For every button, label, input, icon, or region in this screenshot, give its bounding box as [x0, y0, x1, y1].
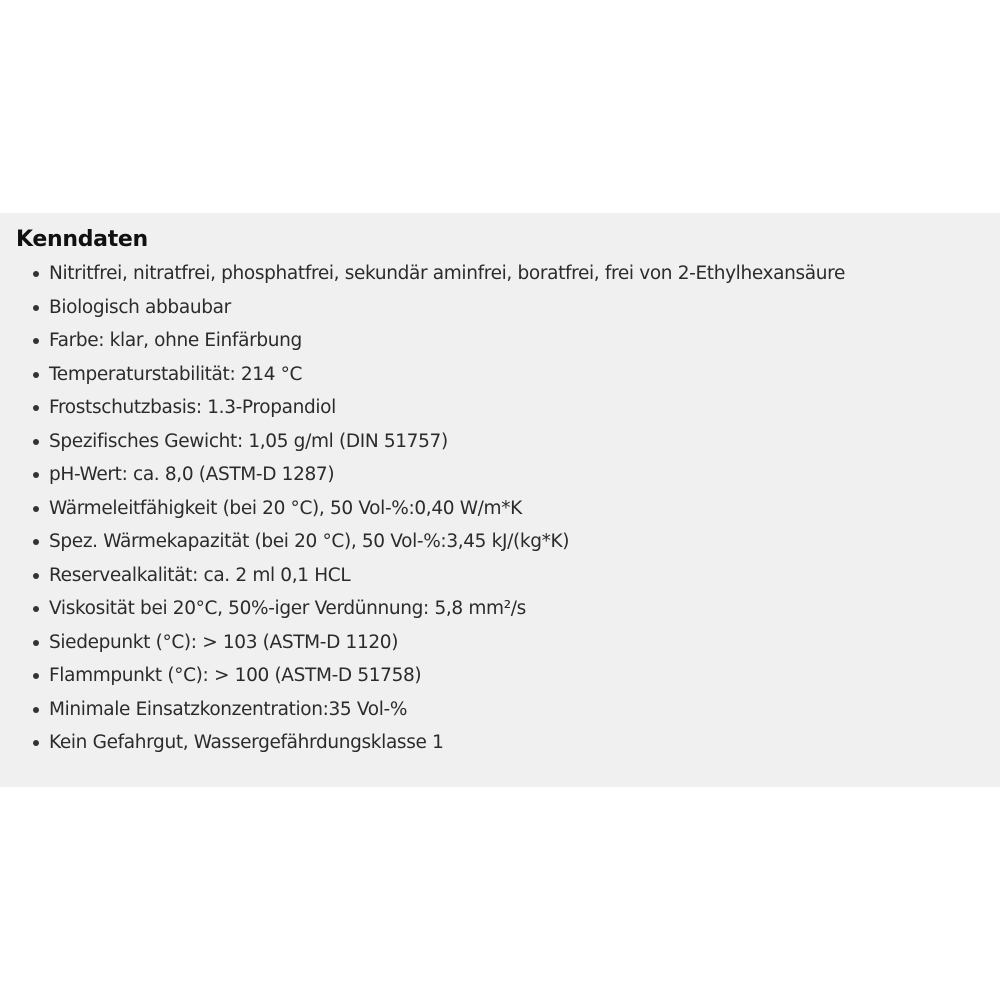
list-item	[16, 525, 1000, 559]
list-item	[16, 324, 1000, 358]
list-item-text: Flammpunkt (°C): > 100 (ASTM-D 51758)	[49, 665, 422, 686]
list-item-text: Reservealkalität: ca. 2 ml 0,1 HCL	[49, 564, 351, 586]
bullet-icon	[33, 305, 39, 311]
list-item-text: Temperaturstabilität: 214 °C	[49, 363, 303, 385]
list-item-text: Nitritfrei, nitratfrei, phosphatfrei, sekundär aminfrei, boratfrei, frei von 2-Ethylhexansäure	[49, 263, 846, 284]
bullet-icon	[33, 405, 39, 411]
bullet-icon	[33, 740, 39, 746]
list-item	[16, 559, 1000, 593]
list-item	[16, 592, 1000, 626]
list-item	[16, 257, 1000, 291]
list-item-text: Biologisch abbaubar	[49, 296, 231, 318]
list-item-text: Kein Gefahrgut, Wassergefährdungsklasse 1	[49, 732, 444, 753]
section-title: Kenndaten	[16, 227, 148, 252]
list-item	[16, 492, 1000, 526]
list-item-text: Farbe: klar, ohne Einfärbung	[49, 330, 302, 351]
bullet-icon	[33, 439, 39, 445]
list-item-text: Wärmeleitfähigkeit (bei 20 °C), 50 Vol-%:0,40 W/m*K	[49, 497, 522, 519]
list-item	[16, 659, 1000, 693]
list-item	[16, 291, 1000, 325]
bullet-icon	[33, 573, 39, 579]
list-item	[16, 425, 1000, 459]
bullet-icon	[33, 372, 39, 378]
list-item-text: Frostschutzbasis: 1.3-Propandiol	[49, 397, 336, 418]
list-item	[16, 726, 1000, 760]
list-item-text: Spezifisches Gewicht: 1,05 g/ml (DIN 51757)	[49, 430, 448, 452]
list-item-text: Siedepunkt (°C): > 103 (ASTM-D 1120)	[49, 631, 399, 653]
list-item-text: Viskosität bei 20°C, 50%-iger Verdünnung: 5,8 mm²/s	[49, 598, 526, 619]
list-item	[16, 693, 1000, 727]
bullet-icon	[33, 271, 39, 277]
list-item	[16, 358, 1000, 392]
list-item-text: Spez. Wärmekapazität (bei 20 °C), 50 Vol-%:3,45 kJ/(kg*K)	[49, 531, 570, 552]
bullet-icon	[33, 707, 39, 713]
list-item	[16, 458, 1000, 492]
bullet-icon	[33, 606, 39, 612]
list-item-text: pH-Wert: ca. 8,0 (ASTM-D 1287)	[49, 464, 335, 485]
list-item	[16, 391, 1000, 425]
bullet-icon	[33, 640, 39, 646]
bullet-icon	[33, 673, 39, 679]
bullet-icon	[33, 472, 39, 478]
kenndaten-panel	[0, 213, 1000, 787]
list-item-text: Minimale Einsatzkonzentration:35 Vol-%	[49, 698, 408, 720]
bullet-icon	[33, 338, 39, 344]
kenndaten-list	[16, 257, 1000, 760]
bullet-icon	[33, 506, 39, 512]
list-item	[16, 626, 1000, 660]
bullet-icon	[33, 539, 39, 545]
